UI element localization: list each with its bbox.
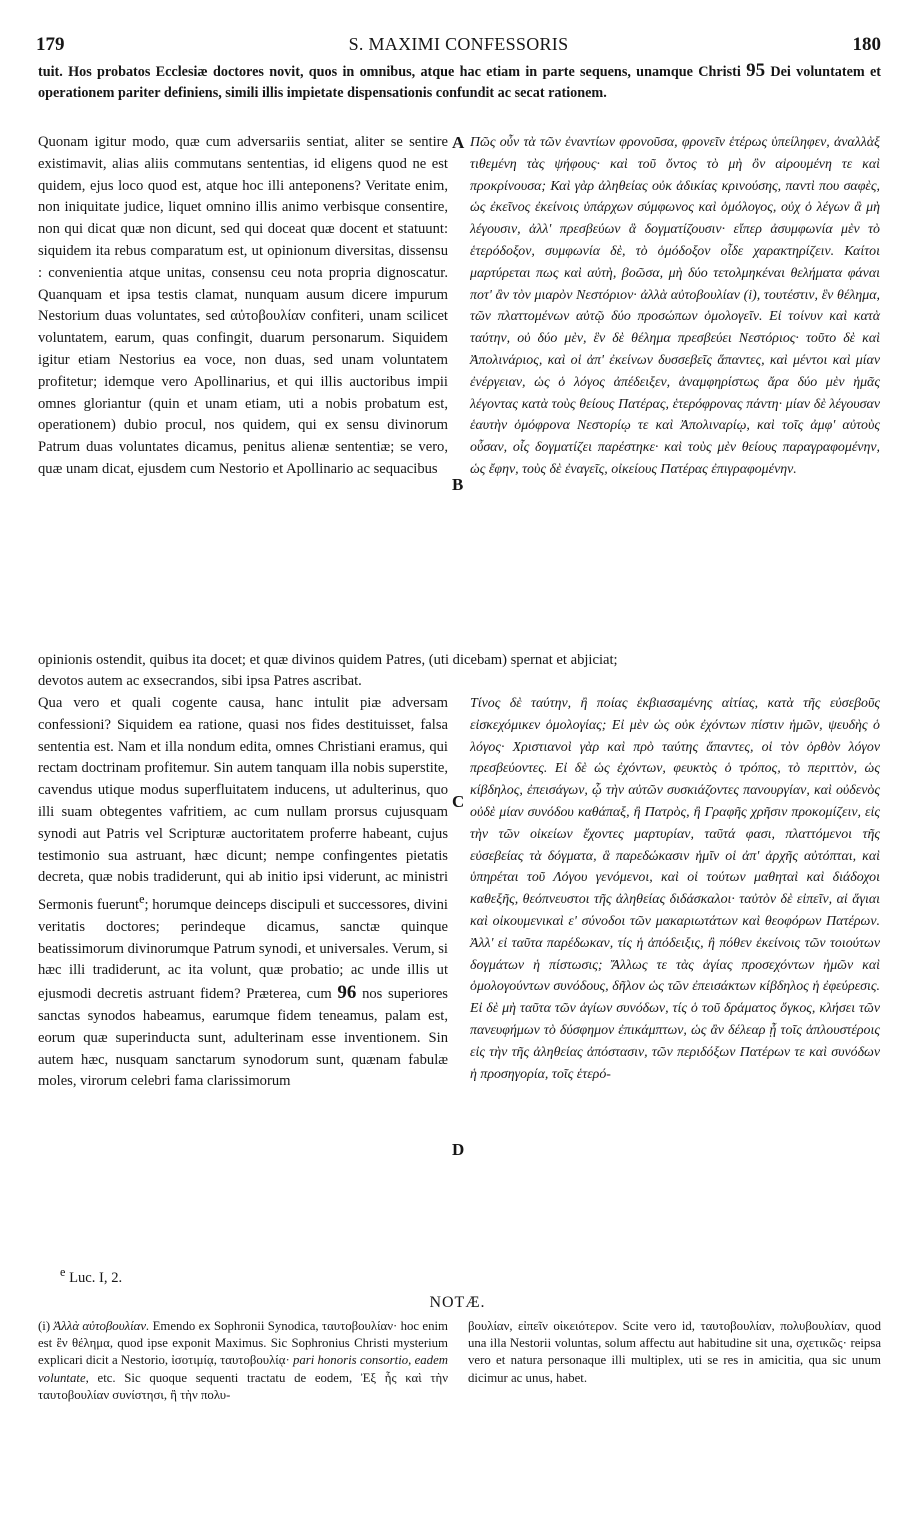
greek-column-1 — [470, 132, 880, 481]
footnote-mark: e — [60, 1265, 66, 1279]
greek-paragraph-1: Πῶς οὖν τὰ τῶν ἐναντίων φρονοῦσα, φρονεῖν ἑτέρως ὑπείληφεν, ἀναλλὰξ τιθεμένη τὰς ψήφους· καὶ τοῦ ὄντος τὸ μὴ ὂν αἱρουμένη τε καὶ προκρίνουσα; Καὶ γὰρ ἀληθείας οὐκ ἀδικίας κρινούσης, παντὶ που σαφὲς, ὡς ἐκεῖνος ἐκείνοις ὑπάρχων σύμφωνος καὶ ὁμόλογος, οὐχ ὁ λέγων ἃ μὴ λέγουσιν, ἀλλ' πρεσβεύων ἃ δογματίζουσιν· εἴπερ ἀσυμφωνία μὲν τὸ ἑτερόδοξον, συμφωνία δὲ, τὸ ὁμόδοξον οἶδε χαρακτηρίζειν. Καίτοι μαρτύρεται πως καὶ αὐτὴ, βοῶσα, μὴ δύο τετολμηκέναι θελήματα φάναι ποτ' ἂν τὸν μιαρὸν Νεστόριον· ἀλλὰ αὐτοβουλίαν (i), τουτέστιν, ἓν θέλημα, τῶν πλαττομένων αὐτῷ δύο προσώπων ὁμολογεῖν. Εἰ τοίνυν καὶ κατὰ ταύτην, οὐ δύο μὲν, ἓν δὲ θέλημα πρεσβεύει Νεστόριος· τοῦτο δὲ καὶ Ἀπολινάριος, καὶ οἱ ἀπ' ἐκείνων δυσσεβεῖς ἅπαντες, καὶ μέντοι καὶ μίαν ἐνέργειαν, ὡς ὁ λόγος ἀπέδειξεν, ἀναμφηρίστως ἄρα δύο μὲν ἡμᾶς λέγοντας κατὰ τοὺς θείους Πατέρας, ἑτερόφρονας πάντη· μίαν δὲ λέγουσαν ἑαυτὴν ὁμόφρονα Νεστορίῳ τε καὶ Ἀπολιναρίῳ, καὶ τοῖς ἀμφ' αὐτοὺς οὖσαν, οἷς δογματίζει παρέστηκε· καὶ τοὺς μὲν θείους παραγραφομένην, ὡς ἔφην, τοὺς δὲ ἐναγεῖς, οἰκείους Πατέρας ἐπιγραφομένην. — [470, 135, 880, 477]
latin-paragraph-2a: Qua vero et quali cogente causa, hanc intulit piæ adversam confessioni? Siquidem ea ratione, quasi nos fides destituisset, falsa sententia est. Nam et illa nondum edita, omnes Christiani eramus, qui rectam doctrinam profitemur. Sin autem tanquam illa nobis superstite, cavendus utique modus superfluitatem inducens, ut adulterinus, quo illi suam obtegentes vafritiem, ac cum nullam prorsus cujusquam synodi aut Patris vel Scripturæ auctoritatem proferre habeant, cujus testimonio sua astruant, hæc dicunt; nempe confingentes pietatis decreta, quæ nobis tradiderunt, qui ab initio ipsi viderunt, ac ministri Sermonis fuerunt — [38, 695, 448, 914]
notes-left-column — [38, 1318, 448, 1404]
notes-title: NOTÆ. — [429, 1294, 486, 1311]
intro-paragraph — [38, 60, 881, 104]
latin-paragraph-1: Quonam igitur modo, quæ cum adversariis sentiat, aliter se sentire existimavit, alias aliis commutans sententias, id eligens quod ne est quidem, ejus loco quod est, atque hoc illi anteponens? Veritate enim, non iniquitate judice, liquet omnino illis animo verbisque consentire, non qui dicat quæ non dicunt, sed qui doceat quæ docent et statuunt: siquidem ita rebus comparatum est, ut opinionum diversitas, dissensu : convenientia atque unitas, consensu ceu nota propria dignoscatur. Quanquam et ipsa testis clamat, nunquam ausum dicere impurum Nestorium duas voluntates, sed αὐτοβουλίαν confiteri, unam scilicet voluntatem, earum, quas confingit, duarum personarum. Siquidem igitur etiam Nestorius ea voce, non duas, sed unam voluntatem profitetur; idemque vero Apollinarius, et qui illis auctoribus impii omnes gloriantur (quin et unam etiam, uti a nobis probatum est, operationem) dubio procul, nos quidem, qui ex sensu divinorum Patrum duas voluntates dicamus, penitus alienæ sententiæ; se vero, quæ unam dicat, ejusdem cum Nestorio et Apollinario ac sequacibus — [38, 134, 448, 477]
note-text-1: Emendo ex Sophronii Synodica, ταυτοβουλίαν· hoc enim est ἓν θέλημα, quod ipse exponit Maximus. Sic Sophronius Christi mysterium explicari dicit a Nestorio, ἰσοτιμίᾳ, ταυτοβουλίᾳ· — [38, 1319, 448, 1368]
page-header — [36, 34, 881, 60]
note-lemma: Ἀλλὰ αὐτοβουλίαν. — [53, 1319, 150, 1333]
latin-column-2 — [38, 693, 448, 1093]
latin-paragraph-2b: ; horumque deinceps discipuli et successores, divini veritatis doctores; perindeque dicamus, sanctæ quinque beatissimorum divinorumque Patrum synodi, et universales. Verum, si hæc illi tradiderunt, ac ita volunt, quæ probatio; ac unde illis ut ejusmodi decretis astruant fidem? Præterea, cum — [38, 897, 448, 1003]
notes-right-column — [468, 1318, 881, 1387]
running-title: S. MAXIMI CONFESSORIS — [348, 34, 569, 54]
greek-paragraph-2: Τίνος δὲ ταύτην, ἢ ποίας ἐκβιασαμένης αἰτίας, κατὰ τῆς εὐσεβοῦς εἰσκεχόμικεν ὁμολογίας; Εἰ μὲν ὡς οὐκ ἐχόντων πίστιν ἡμῶν, ψευδὴς ὁ λόγος· Χριστιανοὶ γὰρ καὶ πρὸ ταύτης ἅπαντες, οἱ τὸν ὀρθὸν λόγον πρεσβεύοντες. Εἰ δὲ ὡς ἐχόντων, φευκτὸς ὁ τρόπος, τὸ περιττὸν, ὡς κίβδηλος, ἐπεισάγων, ᾧ τὴν αὐτῶν συσκιάζοντες πανουργίαν, καὶ οὐδενὸς οὐδὲ μίαν συνόδου καθάπαξ, ἢ Πατρὸς, ἢ Γραφῆς χρῆσιν προκομίζειν, εἰς τὴν τῶν οἰκείων ἔχοντες μαρτυρίαν, ταῦτά φασι, πλαττόμενοι τῆς εὐσεβείας τὰ δόγματα, ἃ παρεδώκασιν ἡμῖν οἱ ἀπ' ἀρχῆς αὐτόπται, καὶ ὑπηρέται τοῦ Λόγου γενόμενοι, καὶ οἱ τούτων μαθηταὶ καὶ διάδοχοι καθεξῆς, θεόπνευστοι τῆς ἀληθείας διδάσκαλοι· ταὐτὸν δὲ εἰπεῖν, αἱ ἅγιαι καὶ οἰκουμενικαὶ ε' σύνοδοι τῶν μακαριωτάτων καὶ θεοφόρων Πατέρων. Ἀλλ' εἰ ταῦτα παρέδωκαν, τίς ἡ ἀπόδειξις, ἢ πόθεν ἐκείνοις τῶν τοιούτων δογμάτων ἡ πίστωσις; Ἄλλως τε τὰς ἁγίας προσεχόντων ἡμῶν καὶ ὁμολογούντων συνόδους, δῆλον ὡς τῶν ἐπεισάκτων κίβδηλος ἡ ἐφεύρεσις. Εἰ δὲ μὴ ταῦτα τῶν ἁγίων συνόδων, τίς ὁ τοῦ δράματος ὄγκος, κλήσει τῶν πανευφήμων τὸ δύσφημον ἐπικάμπτων, ὡς ἂν δέλεαρ ᾖ τοῖς ἁπλουστέροις εἰς τὴν τῆς ἀληθείας ἀπόστασιν, τῶν περιδόξων Πατέρων τε καὶ συνόδων ἡ προσηγορία, τοῖς ἑτερό- — [470, 696, 880, 1082]
latin-paragraph-2 — [38, 693, 448, 1093]
page-number-left: 179 — [36, 34, 65, 55]
greek-column-2 — [470, 693, 880, 1085]
marker-b: B — [452, 475, 464, 494]
page-number-right: 180 — [852, 34, 881, 55]
intro-text-2: Dei voluntatem et operationem pariter definiens, simili illis impietate dispensationis confundit ac secat rationem. — [38, 64, 882, 101]
latin-paragraph-2c: nos superiores sanctas synodos habeamus, earumque fidem teneamus, palam est, eorum quæ superinducta sunt, adulterinam esse inventionem. Sin autem hæc, nusquam sanctarum synodorum sunt, quænam fabulæ moles, virorum celebri fama clarissimorum — [38, 986, 448, 1090]
marker-d: D — [452, 1140, 465, 1159]
footnote-ref: e — [139, 892, 145, 907]
footnote — [60, 1265, 122, 1287]
note-italic: pari honoris consortio, eadem voluntate, — [38, 1353, 448, 1385]
latin-column-1 — [38, 132, 448, 481]
note-text-2: etc. Sic quoque sequenti tractatu de eodem, Ἐξ ἧς καὶ τὴν ταυτοβουλίαν συνίστησι, ἢ τὴν πολυ- — [38, 1370, 449, 1402]
marker-c: C — [452, 792, 465, 811]
latin-full-width-line-2: devotos autem ac exsecrandos, sibi ipsa Patres ascribat. — [38, 673, 362, 689]
note-continuation: βουλίαν, εἰπεῖν οἰκειότερον. Scite vero id, ταυτοβουλίαν, πολυβουλίαν, quod una illa Nestorii voluntas, solum affectu aut habitudine sit una, σχετικῶς· reipsa vero et natura personaque illi multiplex, uti se res in amicitia, qua sic unum dicimur ac unus, habet. — [468, 1319, 881, 1385]
note-i — [38, 1318, 448, 1404]
marginal-number-96: 96 — [337, 982, 357, 1004]
marginal-number-95: 95 — [746, 60, 766, 81]
footnote-text: Luc. I, 2. — [69, 1269, 123, 1286]
note-label: (i) — [38, 1319, 51, 1333]
marker-a: A — [452, 133, 465, 152]
intro-text-1: tuit. Hos probatos Ecclesiæ doctores novit, quos in omnibus, atque hac etiam in parte sequens, unamque Christi — [38, 64, 741, 80]
latin-full-width-line-1: opinionis ostendit, quibus ita docet; et quæ divinos quidem Patres, (uti dicebam) spernat et abjiciat; — [38, 652, 618, 668]
